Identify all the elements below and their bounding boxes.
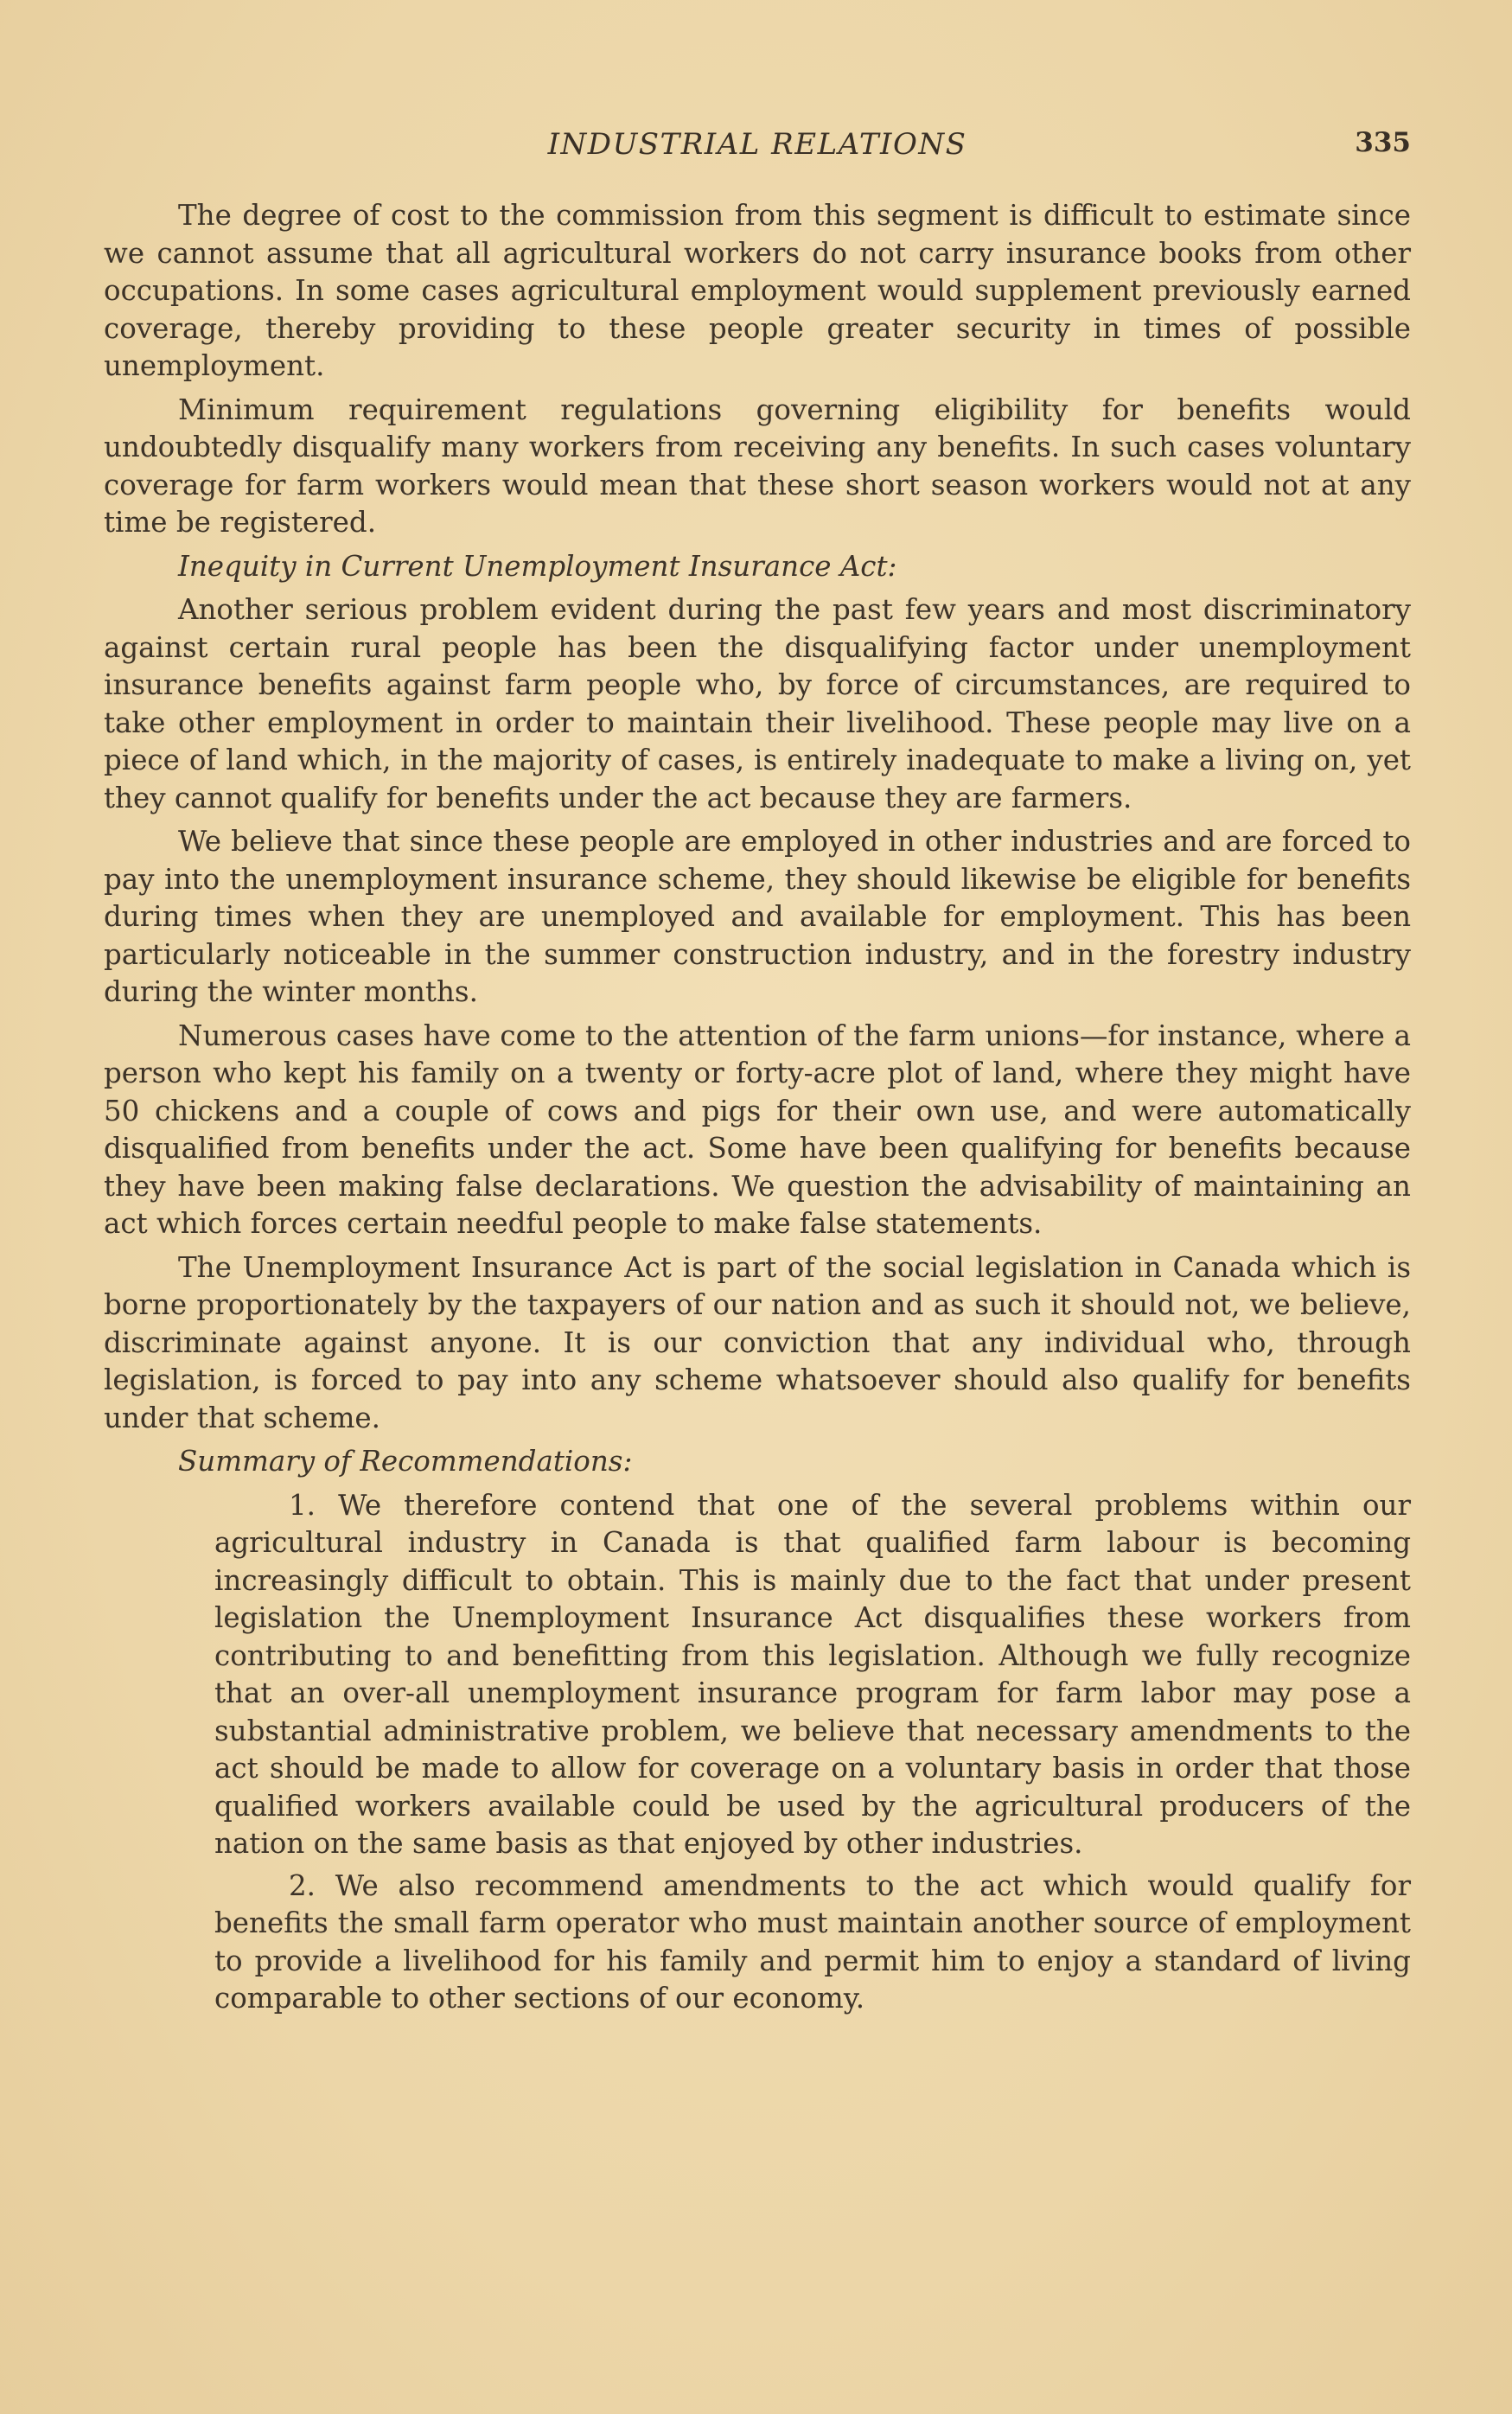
recommendation-item: 2. We also recommend amendments to the act which would qualify for benefits the small farm operator who must maintain another source of employment to provide a livelihood for his family and permit him to enjoy a standard of living comparable to other sections of our economy.: [214, 1868, 1411, 2015]
page-number: 335: [1355, 127, 1411, 158]
paragraph: We believe that since these people are employed in other industries and are forced to pay into the unemployment insurance scheme, they should likewise be eligible for benefits during times when they are unemployed and available for employment. This has been particularly noticeable in the summer construction industry, and in the forestry industry during the winter months.: [104, 825, 1411, 1008]
recommendation-item: 1. We therefore contend that one of the several problems within our agricultural industry in Canada is that qualified farm labour is becoming increasingly difficult to obtain. This is mainly due to the fact that under present legislation the Unemployment Insurance Act disqualifies these workers from contributing to and benefitting from this legislation. Although we fully recognize that an over-all unemployment insurance program for farm labor may pose a substantial administrative problem, we believe that necessary amendments to the act should be made to allow for coverage on a voluntary basis in order that those qualified workers available could be used by the agricultural producers of the nation on the same basis as that enjoyed by other industries.: [214, 1488, 1411, 1860]
section-heading: Inequity in Current Unemployment Insurance Act:: [178, 549, 897, 583]
page-header: [104, 127, 1411, 170]
running-head: INDUSTRIAL RELATIONS: [547, 127, 967, 162]
paragraph: Minimum requirement regulations governing eligibility for benefits would undoubtedly disqualify many workers from receiving any benefits. In such cases voluntary coverage for farm workers would mean that these short season workers would not at any time be registered.: [104, 393, 1411, 539]
paragraph: Another serious problem evident during the past few years and most discriminatory against certain rural people has been the disqualifying factor under unemployment insurance benefits against farm people who, by force of circumstances, are required to take other employment in order to maintain their livelihood. These people may live on a piece of land which, in the majority of cases, is entirely inadequate to make a living on, yet they cannot qualify for benefits under the act because they are farmers.: [104, 593, 1411, 814]
paragraph: Numerous cases have come to the attention of the farm unions—for instance, where a person who kept his family on a twenty or forty-acre plot of land, where they might have 50 chickens and a couple of cows and pigs for their own use, and were automatically disqualified from benefits under the act. Some have been qualifying for benefits because they have been making false declarations. We question the advisability of maintaining an act which forces certain needful people to make false statements.: [104, 1019, 1411, 1240]
page-body: [104, 197, 1411, 2022]
section-heading: Summary of Recommendations:: [178, 1445, 633, 1478]
paragraph: The degree of cost to the commission from this segment is difficult to estimate since we cannot assume that all agricultural workers do not carry insurance books from other occupations. In some cases agricultural employment would supplement previously earned coverage, thereby providing to these people greater security in times of possible unemployment.: [104, 199, 1411, 382]
recommendations-list: [214, 1487, 1411, 2018]
paragraph: The Unemployment Insurance Act is part of the social legislation in Canada which is borne proportionately by the taxpayers of our nation and as such it should not, we believe, discriminate against anyone. It is our conviction that any individual who, through legislation, is forced to pay into any scheme whatsoever should also qualify for benefits under that scheme.: [104, 1250, 1411, 1434]
